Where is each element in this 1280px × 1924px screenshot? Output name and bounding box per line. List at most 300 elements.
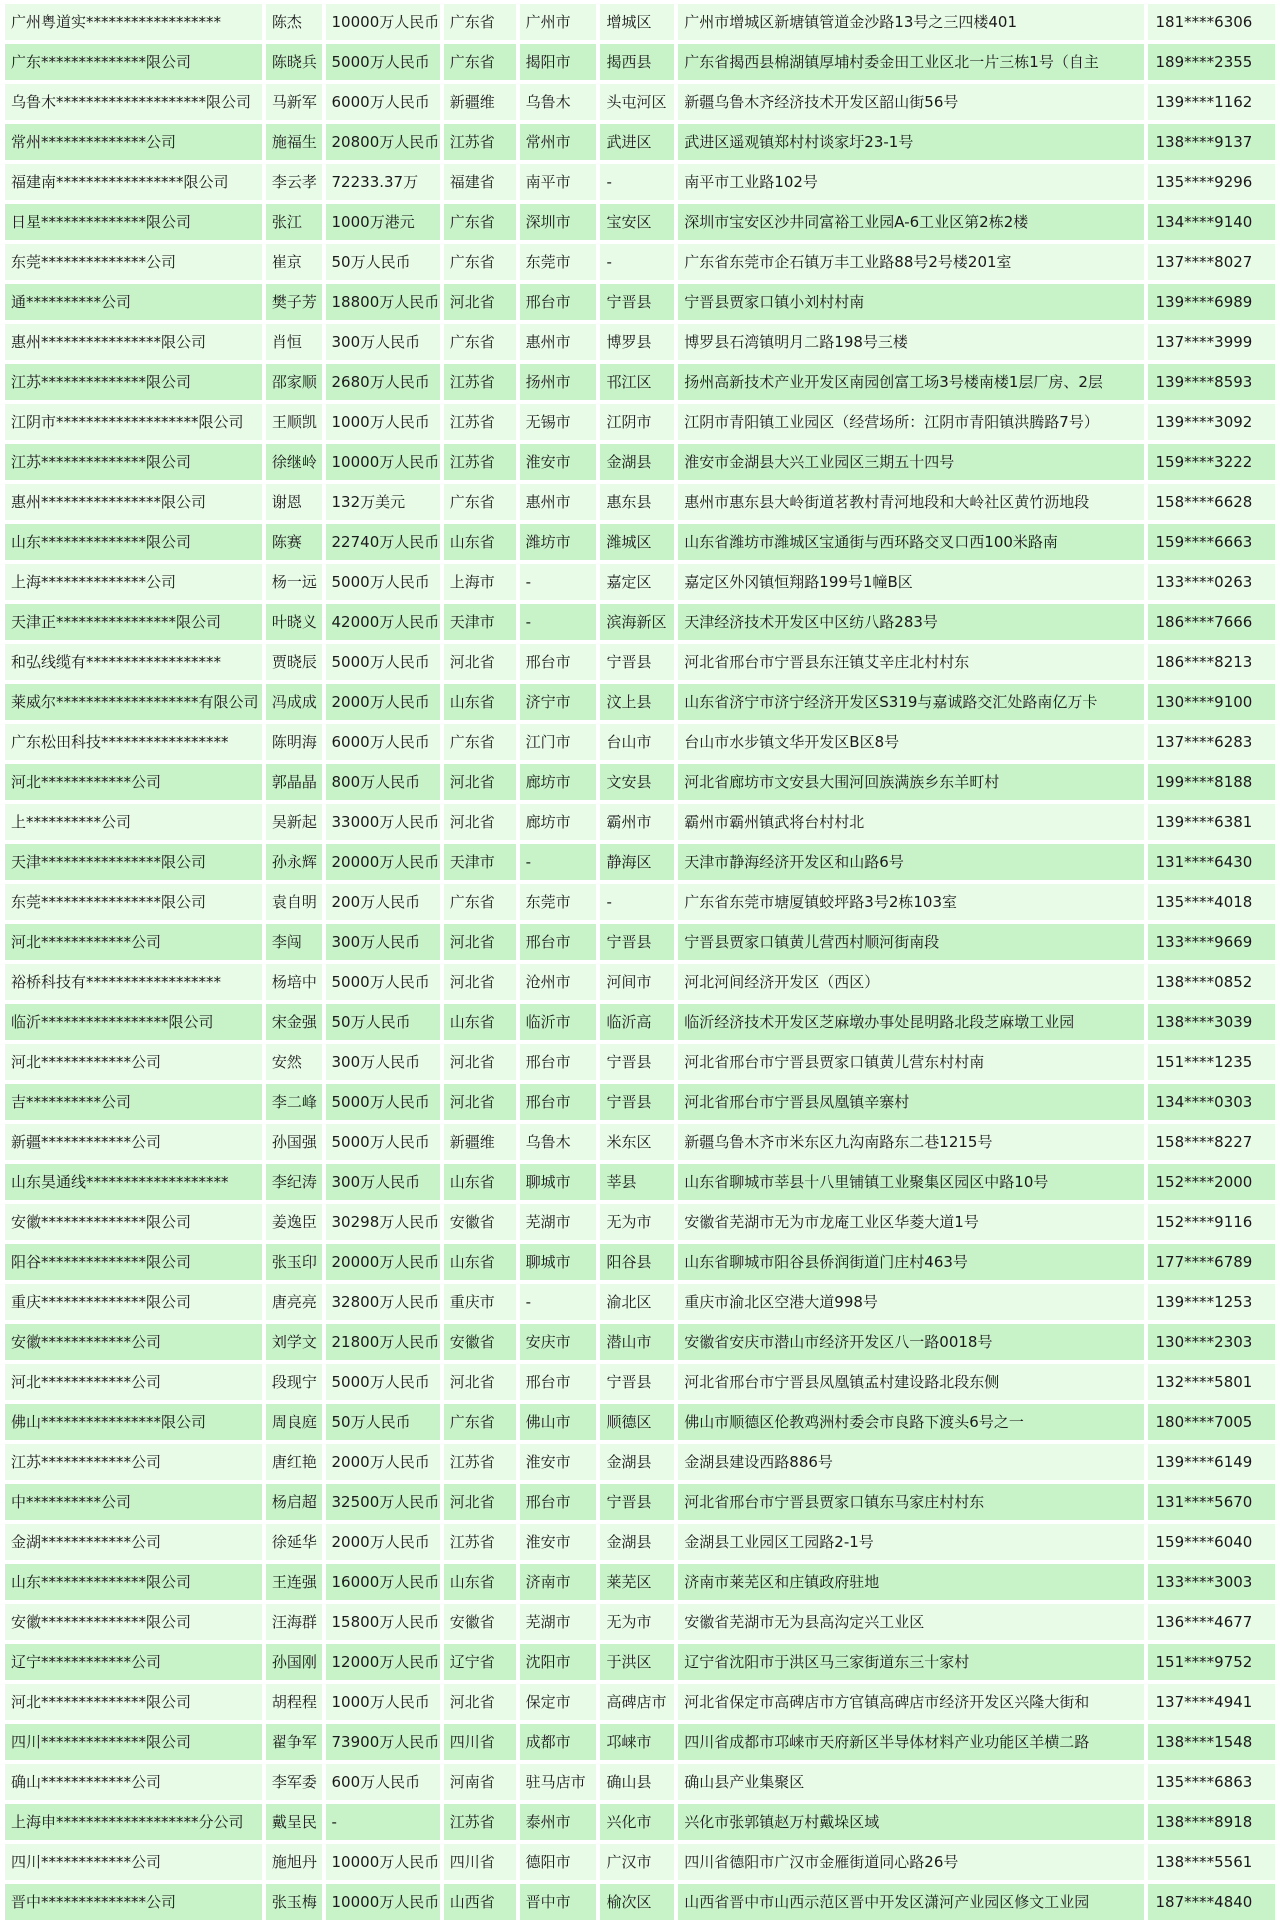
cell-company-name: 和弘线缆有******************: [5, 644, 262, 680]
cell-district: 阳谷县: [600, 1244, 674, 1280]
cell-province: 山东省: [444, 684, 516, 720]
cell-city: 廊坊市: [520, 764, 597, 800]
cell-city: 邢台市: [520, 1044, 597, 1080]
cell-legal-representative: 刘学文: [266, 1324, 322, 1360]
cell-address: 河北河间经济开发区（西区）: [678, 964, 1143, 1000]
cell-province: 江苏省: [444, 404, 516, 440]
cell-legal-representative: 施福生: [266, 124, 322, 160]
cell-city: 沈阳市: [520, 1644, 597, 1680]
cell-company-name: 惠州****************限公司: [5, 324, 262, 360]
cell-company-name: 河北**************限公司: [5, 1684, 262, 1720]
table-row: [5, 1164, 1275, 1200]
cell-district: 广汉市: [600, 1844, 674, 1880]
cell-district: 台山市: [600, 724, 674, 760]
cell-company-name: 阳谷**************限公司: [5, 1244, 262, 1280]
cell-address: 确山县产业集聚区: [678, 1764, 1143, 1800]
cell-address: 广东省东莞市企石镇万丰工业路88号2号楼201室: [678, 244, 1143, 280]
cell-registered-capital: 10000万人民币: [326, 4, 440, 40]
cell-address: 山东省济宁市济宁经济开发区S319与嘉诚路交汇处路南亿万卡: [678, 684, 1143, 720]
table-row: [5, 1444, 1275, 1480]
cell-province: 河北省: [444, 1084, 516, 1120]
cell-province: 新疆维: [444, 1124, 516, 1160]
cell-province: 安徽省: [444, 1204, 516, 1240]
cell-company-name: 河北************公司: [5, 1364, 262, 1400]
cell-phone: 186****7666: [1148, 604, 1275, 640]
cell-province: 山东省: [444, 1244, 516, 1280]
cell-province: 山西省: [444, 1884, 516, 1920]
cell-address: 广东省揭西县棉湖镇厚埔村委金田工业区北一片三栋1号（自主: [678, 44, 1143, 80]
cell-registered-capital: -: [326, 1804, 440, 1840]
cell-address: 兴化市张郭镇赵万村戴垛区域: [678, 1804, 1143, 1840]
cell-phone: 137****6283: [1148, 724, 1275, 760]
cell-city: 保定市: [520, 1684, 597, 1720]
table-row: [5, 1884, 1275, 1920]
cell-company-name: 河北************公司: [5, 1044, 262, 1080]
cell-district: 滨海新区: [600, 604, 674, 640]
cell-district: 邛崃市: [600, 1724, 674, 1760]
cell-phone: 151****1235: [1148, 1044, 1275, 1080]
cell-address: 辽宁省沈阳市于洪区马三家街道东三十家村: [678, 1644, 1143, 1680]
table-row: [5, 924, 1275, 960]
cell-province: 江苏省: [444, 1444, 516, 1480]
cell-phone: 133****9669: [1148, 924, 1275, 960]
cell-registered-capital: 2680万人民币: [326, 364, 440, 400]
table-row: [5, 1004, 1275, 1040]
cell-legal-representative: 徐继岭: [266, 444, 322, 480]
cell-province: 河北省: [444, 1044, 516, 1080]
cell-address: 惠州市惠东县大岭街道茗教村青河地段和大岭社区黄竹沥地段: [678, 484, 1143, 520]
cell-address: 安徽省芜湖市无为县高沟定兴工业区: [678, 1604, 1143, 1640]
cell-district: 宁晋县: [600, 1484, 674, 1520]
cell-province: 河北省: [444, 924, 516, 960]
cell-company-name: 晋中**************公司: [5, 1884, 262, 1920]
cell-city: 邢台市: [520, 924, 597, 960]
cell-city: 邢台市: [520, 1484, 597, 1520]
table-row: [5, 1764, 1275, 1800]
cell-district: 潜山市: [600, 1324, 674, 1360]
cell-legal-representative: 李纪涛: [266, 1164, 322, 1200]
cell-city: 沧州市: [520, 964, 597, 1000]
cell-legal-representative: 张江: [266, 204, 322, 240]
cell-legal-representative: 谢恩: [266, 484, 322, 520]
cell-city: 乌鲁木: [520, 84, 597, 120]
cell-district: 惠东县: [600, 484, 674, 520]
cell-city: -: [520, 844, 597, 880]
table-row: [5, 644, 1275, 680]
cell-company-name: 安徽************公司: [5, 1324, 262, 1360]
cell-province: 广东省: [444, 4, 516, 40]
cell-legal-representative: 孙国刚: [266, 1644, 322, 1680]
cell-company-name: 安徽**************限公司: [5, 1604, 262, 1640]
cell-address: 广东省东莞市塘厦镇蛟坪路3号2栋103室: [678, 884, 1143, 920]
cell-province: 重庆市: [444, 1284, 516, 1320]
cell-registered-capital: 2000万人民币: [326, 1524, 440, 1560]
cell-company-name: 临沂*****************限公司: [5, 1004, 262, 1040]
table-row: [5, 1684, 1275, 1720]
cell-legal-representative: 徐延华: [266, 1524, 322, 1560]
cell-district: 汶上县: [600, 684, 674, 720]
cell-company-name: 天津正****************限公司: [5, 604, 262, 640]
cell-legal-representative: 陈赛: [266, 524, 322, 560]
cell-company-name: 惠州****************限公司: [5, 484, 262, 520]
cell-phone: 159****6663: [1148, 524, 1275, 560]
cell-province: 安徽省: [444, 1604, 516, 1640]
table-row: [5, 804, 1275, 840]
table-row: [5, 564, 1275, 600]
cell-phone: 187****4840: [1148, 1884, 1275, 1920]
cell-company-name: 广东**************限公司: [5, 44, 262, 80]
cell-address: 嘉定区外冈镇恒翔路199号1幢B区: [678, 564, 1143, 600]
cell-company-name: 中**********公司: [5, 1484, 262, 1520]
table-row: [5, 884, 1275, 920]
cell-province: 安徽省: [444, 1324, 516, 1360]
cell-address: 江阴市青阳镇工业园区（经营场所：江阴市青阳镇洪腾路7号）: [678, 404, 1143, 440]
cell-legal-representative: 施旭丹: [266, 1844, 322, 1880]
cell-company-name: 天津****************限公司: [5, 844, 262, 880]
cell-phone: 133****3003: [1148, 1564, 1275, 1600]
cell-phone: 137****3999: [1148, 324, 1275, 360]
cell-province: 天津市: [444, 604, 516, 640]
cell-registered-capital: 10000万人民币: [326, 1884, 440, 1920]
cell-city: -: [520, 604, 597, 640]
cell-legal-representative: 张玉印: [266, 1244, 322, 1280]
cell-phone: 139****6149: [1148, 1444, 1275, 1480]
cell-phone: 137****8027: [1148, 244, 1275, 280]
cell-registered-capital: 32800万人民币: [326, 1284, 440, 1320]
cell-province: 广东省: [444, 244, 516, 280]
cell-address: 山东省聊城市阳谷县侨润街道门庄村463号: [678, 1244, 1143, 1280]
cell-address: 金湖县建设西路886号: [678, 1444, 1143, 1480]
cell-company-name: 上**********公司: [5, 804, 262, 840]
table-row: [5, 1404, 1275, 1440]
cell-district: 榆次区: [600, 1884, 674, 1920]
cell-city: 扬州市: [520, 364, 597, 400]
table-row: [5, 84, 1275, 120]
cell-district: 武进区: [600, 124, 674, 160]
table-row: [5, 604, 1275, 640]
cell-phone: 133****0263: [1148, 564, 1275, 600]
cell-company-name: 金湖************公司: [5, 1524, 262, 1560]
cell-registered-capital: 18800万人民币: [326, 284, 440, 320]
cell-city: 深圳市: [520, 204, 597, 240]
cell-legal-representative: 张玉梅: [266, 1884, 322, 1920]
cell-city: 驻马店市: [520, 1764, 597, 1800]
cell-phone: 139****8593: [1148, 364, 1275, 400]
cell-district: 宁晋县: [600, 1364, 674, 1400]
cell-province: 江苏省: [444, 1804, 516, 1840]
cell-registered-capital: 12000万人民币: [326, 1644, 440, 1680]
cell-district: 确山县: [600, 1764, 674, 1800]
cell-registered-capital: 300万人民币: [326, 1164, 440, 1200]
table-row: [5, 1844, 1275, 1880]
cell-company-name: 广州粤道实******************: [5, 4, 262, 40]
cell-phone: 132****5801: [1148, 1364, 1275, 1400]
cell-legal-representative: 叶晓义: [266, 604, 322, 640]
cell-registered-capital: 50万人民币: [326, 244, 440, 280]
cell-district: 金湖县: [600, 1524, 674, 1560]
cell-legal-representative: 段现宁: [266, 1364, 322, 1400]
cell-registered-capital: 22740万人民币: [326, 524, 440, 560]
cell-city: 常州市: [520, 124, 597, 160]
cell-company-name: 广东松田科技*****************: [5, 724, 262, 760]
cell-company-name: 上海**************公司: [5, 564, 262, 600]
cell-phone: 131****6430: [1148, 844, 1275, 880]
cell-province: 河北省: [444, 284, 516, 320]
cell-registered-capital: 10000万人民币: [326, 444, 440, 480]
cell-address: 四川省成都市邛崃市天府新区半导体材料产业功能区羊横二路: [678, 1724, 1143, 1760]
cell-registered-capital: 300万人民币: [326, 1044, 440, 1080]
cell-company-name: 日星**************限公司: [5, 204, 262, 240]
cell-phone: 138****0852: [1148, 964, 1275, 1000]
table-row: [5, 524, 1275, 560]
cell-company-name: 佛山****************限公司: [5, 1404, 262, 1440]
table-row: [5, 1044, 1275, 1080]
cell-district: 江阴市: [600, 404, 674, 440]
cell-city: 东莞市: [520, 884, 597, 920]
cell-company-name: 安徽**************限公司: [5, 1204, 262, 1240]
cell-city: 淮安市: [520, 1444, 597, 1480]
cell-company-name: 乌鲁木********************限公司: [5, 84, 262, 120]
cell-registered-capital: 15800万人民币: [326, 1604, 440, 1640]
cell-city: 聊城市: [520, 1164, 597, 1200]
cell-legal-representative: 李闯: [266, 924, 322, 960]
cell-company-name: 四川**************限公司: [5, 1724, 262, 1760]
cell-city: 济南市: [520, 1564, 597, 1600]
cell-registered-capital: 6000万人民币: [326, 724, 440, 760]
cell-registered-capital: 5000万人民币: [326, 964, 440, 1000]
cell-city: 聊城市: [520, 1244, 597, 1280]
company-table-body: [5, 4, 1275, 1920]
cell-province: 广东省: [444, 204, 516, 240]
cell-city: 潍坊市: [520, 524, 597, 560]
cell-company-name: 四川************公司: [5, 1844, 262, 1880]
cell-legal-representative: 戴呈民: [266, 1804, 322, 1840]
cell-registered-capital: 300万人民币: [326, 324, 440, 360]
cell-city: 广州市: [520, 4, 597, 40]
cell-address: 河北省邢台市宁晋县凤凰镇辛寨村: [678, 1084, 1143, 1120]
table-row: [5, 1284, 1275, 1320]
cell-city: -: [520, 564, 597, 600]
cell-phone: 135****6863: [1148, 1764, 1275, 1800]
cell-legal-representative: 李云孝: [266, 164, 322, 200]
cell-address: 深圳市宝安区沙井同富裕工业园A-6工业区第2栋2楼: [678, 204, 1143, 240]
cell-registered-capital: 42000万人民币: [326, 604, 440, 640]
cell-company-name: 吉**********公司: [5, 1084, 262, 1120]
table-row: [5, 1604, 1275, 1640]
table-row: [5, 284, 1275, 320]
cell-city: 惠州市: [520, 324, 597, 360]
cell-legal-representative: 陈杰: [266, 4, 322, 40]
cell-district: 宁晋县: [600, 644, 674, 680]
cell-address: 临沂经济技术开发区芝麻墩办事处昆明路北段芝麻墩工业园: [678, 1004, 1143, 1040]
table-row: [5, 844, 1275, 880]
cell-city: 惠州市: [520, 484, 597, 520]
cell-registered-capital: 20800万人民币: [326, 124, 440, 160]
table-row: [5, 124, 1275, 160]
cell-registered-capital: 32500万人民币: [326, 1484, 440, 1520]
cell-address: 霸州市霸州镇武将台村村北: [678, 804, 1143, 840]
cell-registered-capital: 5000万人民币: [326, 1364, 440, 1400]
cell-province: 河北省: [444, 1364, 516, 1400]
table-row: [5, 1204, 1275, 1240]
cell-phone: 138****1548: [1148, 1724, 1275, 1760]
cell-legal-representative: 肖恒: [266, 324, 322, 360]
cell-legal-representative: 李二峰: [266, 1084, 322, 1120]
cell-registered-capital: 5000万人民币: [326, 44, 440, 80]
cell-district: 宁晋县: [600, 924, 674, 960]
cell-city: 芜湖市: [520, 1204, 597, 1240]
cell-phone: 139****1162: [1148, 84, 1275, 120]
cell-city: 廊坊市: [520, 804, 597, 840]
cell-address: 新疆乌鲁木齐市米东区九沟南路东二巷1215号: [678, 1124, 1143, 1160]
table-row: [5, 1724, 1275, 1760]
cell-phone: 152****9116: [1148, 1204, 1275, 1240]
cell-province: 山东省: [444, 1164, 516, 1200]
cell-district: -: [600, 244, 674, 280]
table-row: [5, 1564, 1275, 1600]
cell-registered-capital: 30298万人民币: [326, 1204, 440, 1240]
cell-address: 安徽省安庆市潜山市经济开发区八一路0018号: [678, 1324, 1143, 1360]
cell-registered-capital: 73900万人民币: [326, 1724, 440, 1760]
cell-company-name: 裕桥科技有******************: [5, 964, 262, 1000]
table-row: [5, 1804, 1275, 1840]
cell-company-name: 确山************公司: [5, 1764, 262, 1800]
cell-address: 山东省聊城市莘县十八里铺镇工业聚集区园区中路10号: [678, 1164, 1143, 1200]
cell-registered-capital: 72233.37万: [326, 164, 440, 200]
cell-phone: 137****4941: [1148, 1684, 1275, 1720]
cell-city: 临沂市: [520, 1004, 597, 1040]
cell-legal-representative: 杨启超: [266, 1484, 322, 1520]
table-row: [5, 404, 1275, 440]
cell-address: 四川省德阳市广汉市金雁街道同心路26号: [678, 1844, 1143, 1880]
cell-province: 新疆维: [444, 84, 516, 120]
cell-registered-capital: 21800万人民币: [326, 1324, 440, 1360]
cell-district: 无为市: [600, 1604, 674, 1640]
cell-legal-representative: 贾晓辰: [266, 644, 322, 680]
cell-province: 江苏省: [444, 444, 516, 480]
cell-phone: 139****6381: [1148, 804, 1275, 840]
cell-phone: 130****9100: [1148, 684, 1275, 720]
cell-city: 泰州市: [520, 1804, 597, 1840]
cell-legal-representative: 樊子芳: [266, 284, 322, 320]
cell-registered-capital: 1000万人民币: [326, 1684, 440, 1720]
cell-address: 扬州高新技术产业开发区南园创富工场3号楼南楼1层厂房、2层: [678, 364, 1143, 400]
cell-phone: 181****6306: [1148, 4, 1275, 40]
cell-legal-representative: 邵家顺: [266, 364, 322, 400]
cell-legal-representative: 王连强: [266, 1564, 322, 1600]
cell-company-name: 东莞**************公司: [5, 244, 262, 280]
cell-company-name: 通**********公司: [5, 284, 262, 320]
cell-province: 山东省: [444, 1564, 516, 1600]
table-row: [5, 244, 1275, 280]
cell-registered-capital: 50万人民币: [326, 1004, 440, 1040]
cell-address: 重庆市渝北区空港大道998号: [678, 1284, 1143, 1320]
cell-district: -: [600, 164, 674, 200]
cell-city: 成都市: [520, 1724, 597, 1760]
cell-registered-capital: 6000万人民币: [326, 84, 440, 120]
cell-district: 宁晋县: [600, 1084, 674, 1120]
cell-district: 高碑店市: [600, 1684, 674, 1720]
table-row: [5, 484, 1275, 520]
cell-district: 莘县: [600, 1164, 674, 1200]
cell-city: 江门市: [520, 724, 597, 760]
cell-phone: 180****7005: [1148, 1404, 1275, 1440]
cell-phone: 158****8227: [1148, 1124, 1275, 1160]
cell-registered-capital: 33000万人民币: [326, 804, 440, 840]
cell-address: 博罗县石湾镇明月二路198号三楼: [678, 324, 1143, 360]
cell-province: 广东省: [444, 484, 516, 520]
cell-phone: 135****4018: [1148, 884, 1275, 920]
cell-province: 四川省: [444, 1844, 516, 1880]
cell-legal-representative: 孙永辉: [266, 844, 322, 880]
cell-registered-capital: 2000万人民币: [326, 1444, 440, 1480]
table-row: [5, 44, 1275, 80]
cell-legal-representative: 胡程程: [266, 1684, 322, 1720]
cell-company-name: 山东**************限公司: [5, 524, 262, 560]
cell-city: 邢台市: [520, 644, 597, 680]
cell-phone: 138****5561: [1148, 1844, 1275, 1880]
cell-company-name: 河北************公司: [5, 764, 262, 800]
cell-phone: 158****6628: [1148, 484, 1275, 520]
cell-province: 河北省: [444, 764, 516, 800]
cell-province: 河北省: [444, 964, 516, 1000]
cell-company-name: 江苏**************限公司: [5, 444, 262, 480]
cell-phone: 199****8188: [1148, 764, 1275, 800]
cell-city: 东莞市: [520, 244, 597, 280]
cell-legal-representative: 吴新起: [266, 804, 322, 840]
cell-city: 淮安市: [520, 1524, 597, 1560]
cell-province: 天津市: [444, 844, 516, 880]
cell-registered-capital: 200万人民币: [326, 884, 440, 920]
cell-legal-representative: 袁自明: [266, 884, 322, 920]
cell-phone: 139****3092: [1148, 404, 1275, 440]
cell-address: 天津经济技术开发区中区纺八路283号: [678, 604, 1143, 640]
cell-phone: 138****3039: [1148, 1004, 1275, 1040]
cell-legal-representative: 孙国强: [266, 1124, 322, 1160]
cell-phone: 177****6789: [1148, 1244, 1275, 1280]
cell-address: 山东省潍坊市潍城区宝通街与西环路交叉口西100米路南: [678, 524, 1143, 560]
cell-district: 头屯河区: [600, 84, 674, 120]
cell-province: 河北省: [444, 1484, 516, 1520]
table-row: [5, 324, 1275, 360]
cell-district: 静海区: [600, 844, 674, 880]
cell-province: 河北省: [444, 804, 516, 840]
cell-city: 邢台市: [520, 1364, 597, 1400]
cell-phone: 152****2000: [1148, 1164, 1275, 1200]
cell-address: 河北省邢台市宁晋县贾家口镇东马家庄村村东: [678, 1484, 1143, 1520]
table-row: [5, 4, 1275, 40]
cell-district: 博罗县: [600, 324, 674, 360]
table-row: [5, 764, 1275, 800]
cell-phone: 134****9140: [1148, 204, 1275, 240]
cell-district: 顺德区: [600, 1404, 674, 1440]
cell-company-name: 辽宁************公司: [5, 1644, 262, 1680]
cell-province: 河南省: [444, 1764, 516, 1800]
cell-province: 江苏省: [444, 364, 516, 400]
cell-city: 安庆市: [520, 1324, 597, 1360]
cell-registered-capital: 132万美元: [326, 484, 440, 520]
table-row: [5, 1364, 1275, 1400]
cell-company-name: 江阴市*******************限公司: [5, 404, 262, 440]
table-row: [5, 364, 1275, 400]
cell-legal-representative: 唐红艳: [266, 1444, 322, 1480]
cell-legal-representative: 唐亮亮: [266, 1284, 322, 1320]
cell-city: 佛山市: [520, 1404, 597, 1440]
cell-legal-representative: 安然: [266, 1044, 322, 1080]
cell-company-name: 江苏**************限公司: [5, 364, 262, 400]
table-row: [5, 164, 1275, 200]
cell-registered-capital: 1000万人民币: [326, 404, 440, 440]
